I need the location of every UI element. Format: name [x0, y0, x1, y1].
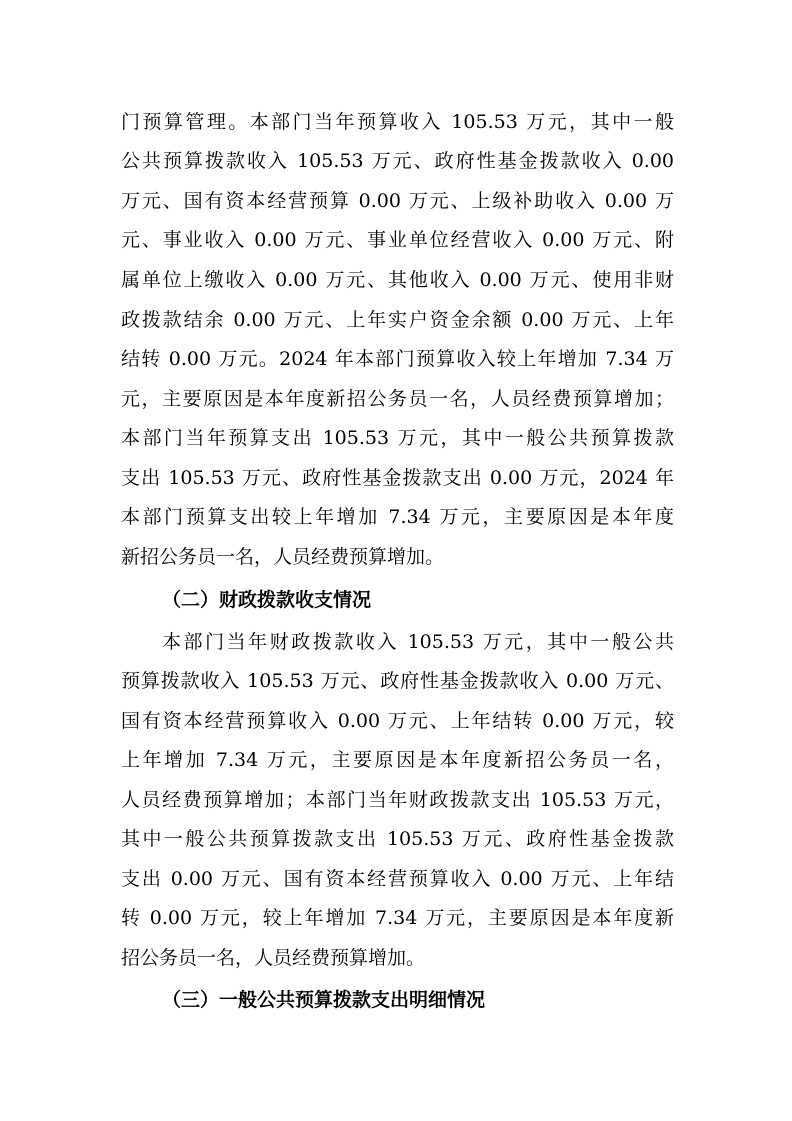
paragraph-line: 公共预算拨款收入 105.53 万元、政府性基金拨款收入 0.00	[121, 150, 674, 172]
paragraph-line: 人员经费预算增加；本部门当年财政拨款支出 105.53 万元，	[121, 789, 674, 811]
section-heading-fiscal-appropriation: （二）财政拨款收支情况	[162, 589, 372, 611]
paragraph-line: 预算拨款收入 105.53 万元、政府性基金拨款收入 0.00 万元、	[121, 670, 674, 692]
section-heading-general-budget-details: （三）一般公共预算拨款支出明细情况	[162, 989, 486, 1011]
paragraph-line: 新招公务员一名，人员经费预算增加。	[121, 546, 445, 568]
paragraph-line: 招公务员一名，人员经费预算增加。	[121, 947, 426, 969]
paragraph-line: 本部门预算支出较上年增加 7.34 万元，主要原因是本年度	[121, 506, 674, 528]
paragraph-line: 其中一般公共预算拨款支出 105.53 万元、政府性基金拨款	[121, 828, 674, 850]
paragraph-line: 支出 105.53 万元、政府性基金拨款支出 0.00 万元，2024 年	[121, 467, 674, 489]
paragraph-line: 结转 0.00 万元。2024 年本部门预算收入较上年增加 7.34 万	[121, 348, 674, 370]
paragraph-line: 属单位上缴收入 0.00 万元、其他收入 0.00 万元、使用非财	[121, 269, 674, 291]
paragraph-line: 元、事业收入 0.00 万元、事业单位经营收入 0.00 万元、附	[121, 229, 674, 251]
paragraph-line: 本部门当年财政拨款收入 105.53 万元，其中一般公共	[162, 631, 674, 653]
paragraph-line: 本部门当年预算支出 105.53 万元，其中一般公共预算拨款	[121, 427, 674, 449]
paragraph-line: 转 0.00 万元，较上年增加 7.34 万元，主要原因是本年度新	[121, 907, 674, 929]
paragraph-line: 上年增加 7.34 万元，主要原因是本年度新招公务员一名，	[121, 749, 674, 771]
paragraph-line: 门预算管理。本部门当年预算收入 105.53 万元，其中一般	[121, 111, 674, 133]
paragraph-line: 国有资本经营预算收入 0.00 万元、上年结转 0.00 万元，较	[121, 710, 674, 732]
paragraph-line: 政拨款结余 0.00 万元、上年实户资金余额 0.00 万元、上年	[121, 309, 674, 331]
paragraph-line: 支出 0.00 万元、国有资本经营预算收入 0.00 万元、上年结	[121, 868, 674, 890]
paragraph-line: 万元、国有资本经营预算 0.00 万元、上级补助收入 0.00 万	[121, 190, 674, 212]
paragraph-line: 元，主要原因是本年度新招公务员一名，人员经费预算增加；	[121, 388, 674, 410]
